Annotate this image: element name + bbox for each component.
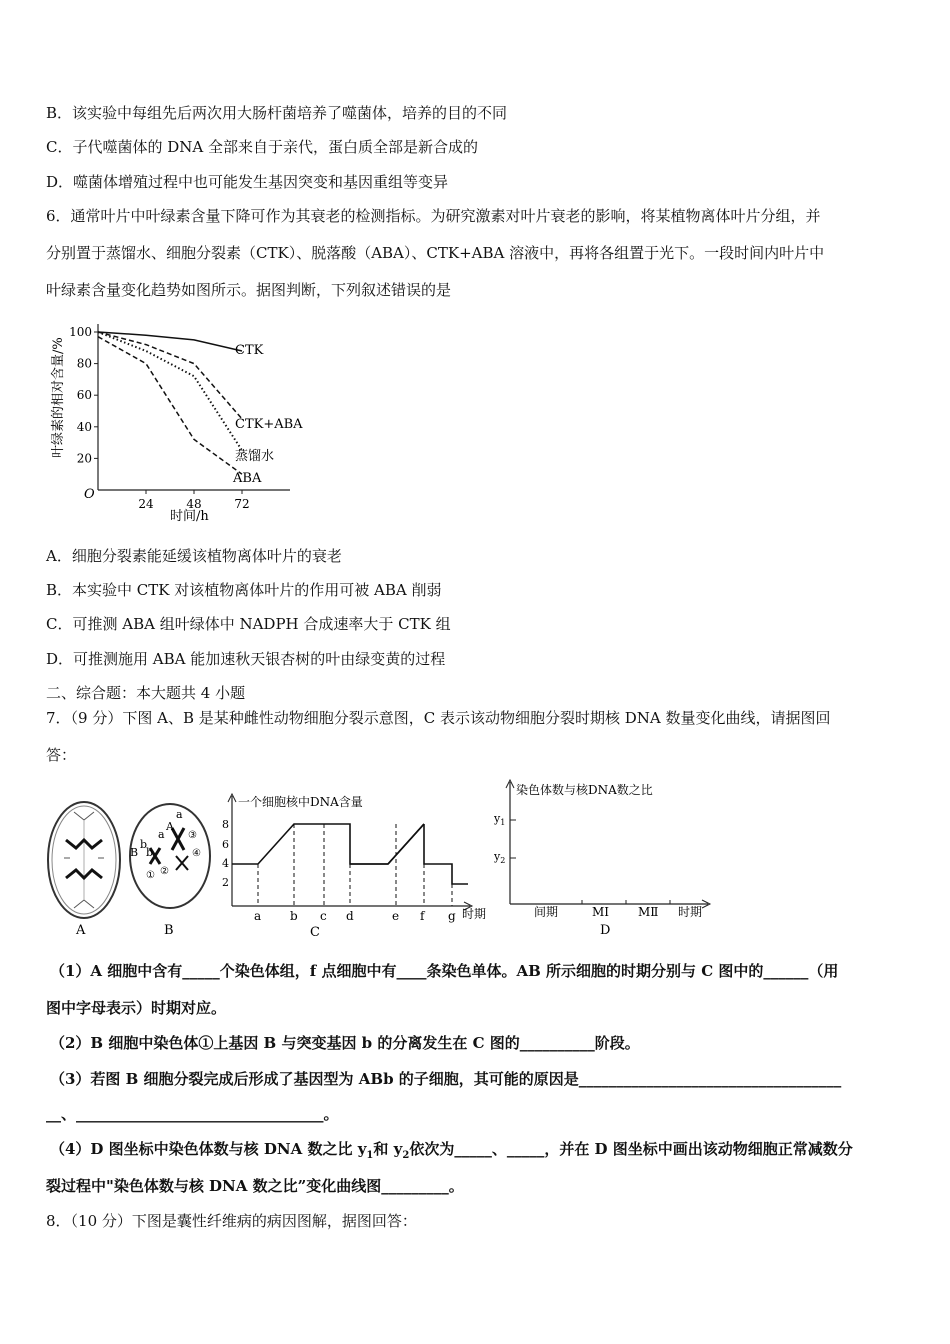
series-label-water: 蒸馏水 bbox=[235, 449, 275, 464]
series-label-aba: ABA bbox=[233, 471, 262, 486]
figure-c-xtick-f: f bbox=[420, 909, 425, 923]
figure-d-y2: $y_2$ bbox=[494, 850, 506, 865]
figure-c-ytick-4: 4 bbox=[222, 857, 229, 870]
q6-option-a: A．细胞分裂素能延缓该植物离体叶片的衰老 bbox=[46, 547, 342, 565]
series-line-3 bbox=[98, 332, 242, 451]
figure-d-xtick-interphase: 间期 bbox=[534, 905, 559, 919]
figure-c-ytick-2: 2 bbox=[222, 876, 229, 889]
figure-c-ytick-6: 6 bbox=[222, 838, 229, 851]
q7-sub2: （2）B 细胞中染色体①上基因 B 与突变基因 b 的分离发生在 C 图的__________阶段。 bbox=[50, 1034, 640, 1052]
chart-ytick-label: 60 bbox=[76, 388, 92, 403]
figure-c-dna-chart bbox=[218, 784, 498, 940]
gene-label-a1: A bbox=[166, 820, 174, 833]
q5-option-d: D．噬菌体增殖过程中也可能发生基因突变和基因重组等变异 bbox=[46, 173, 449, 191]
series-label-ctk: CTK bbox=[235, 343, 264, 358]
q6-option-d: D．可推测施用 ABA 能加速秋天银杏树的叶由绿变黄的过程 bbox=[46, 650, 446, 668]
q7-sub3-cont: __、_________________________________。 bbox=[46, 1105, 339, 1123]
series-line-4 bbox=[98, 337, 242, 475]
chromosome-2-label: ② bbox=[160, 866, 169, 877]
series-line-2 bbox=[98, 332, 242, 419]
figure-c-xtick-g: g bbox=[448, 909, 456, 923]
gene-label-b2: b bbox=[140, 838, 148, 851]
figure-c-xtick-a: a bbox=[254, 909, 262, 923]
q7-stem-line1: 7．（9 分）下图 A、B 是某种雌性动物细胞分裂示意图，C 表示该动物细胞分裂时期核 DNA 数量变化曲线，请据图回 bbox=[46, 709, 831, 727]
q8-stem: 8．（10 分）下图是囊性纤维病的病因图解，据图回答： bbox=[46, 1212, 417, 1230]
figure-c-xtick-d: d bbox=[346, 909, 354, 923]
chart-xlabel: 时间/h bbox=[170, 509, 209, 524]
chart-xtick-label: 48 bbox=[186, 497, 202, 511]
chart-xtick-label: 72 bbox=[234, 497, 250, 511]
q7-sub1: （1）A 细胞中含有_____个染色体组，f 点细胞中有____条染色单体。AB 所示细胞的时期分别与 C 图中的______（用 bbox=[50, 962, 839, 980]
figure-d-label: D bbox=[600, 923, 611, 938]
q6-stem-line3: 叶绿素含量变化趋势如图所示。据图判断，下列叙述错误的是 bbox=[46, 281, 452, 299]
chart-ytick-label: 100 bbox=[69, 325, 92, 339]
figure-b-label: B bbox=[164, 923, 174, 938]
q7-stem-line2: 答： bbox=[46, 746, 77, 764]
q6-stem-line1: 6．通常叶片中叶绿素含量下降可作为其衰老的检测指标。为研究激素对叶片衰老的影响，将某植物离体叶片分组，并 bbox=[46, 207, 821, 225]
q7-sub4-cont: 裂过程中"染色体数与核 DNA 数之比”变化曲线图_________。 bbox=[46, 1177, 464, 1195]
section2-title: 二、综合题：本大题共 4 小题 bbox=[46, 684, 246, 702]
figure-d-xtick-m2: MⅡ bbox=[638, 905, 659, 919]
figure-d-xaxis-label: 时期 bbox=[678, 905, 703, 919]
q5-option-b: B．该实验中每组先后两次用大肠杆菌培养了噬菌体，培养的目的不同 bbox=[46, 104, 508, 122]
chromosome-1-label: ① bbox=[146, 870, 155, 881]
figure-a-label: A bbox=[76, 923, 86, 938]
figure-c-xaxis-label: 时期 bbox=[462, 907, 487, 921]
figure-c-xtick-b: b bbox=[290, 909, 298, 923]
chart-xtick-label: 24 bbox=[138, 497, 154, 511]
figure-d-ratio-chart bbox=[494, 772, 718, 940]
chart-origin-label: O bbox=[84, 487, 95, 502]
chromosome-3-label: ③ bbox=[188, 830, 197, 841]
gene-label-a2: a bbox=[176, 808, 183, 821]
figure-d-xtick-m1: MⅠ bbox=[592, 905, 610, 919]
chart-ylabel: 叶绿素的相对含量/% bbox=[51, 337, 66, 458]
chart-ytick-label: 40 bbox=[76, 419, 92, 434]
figure-a-cell bbox=[44, 798, 124, 938]
q7-sub3: （3）若图 B 细胞分裂完成后形成了基因型为 ABb 的子细胞，其可能的原因是___________________________________ bbox=[50, 1070, 842, 1088]
figure-d-title: 染色体数与核DNA数之比 bbox=[516, 783, 653, 797]
q6-option-c: C．可推测 ABA 组叶绿体中 NADPH 合成速率大于 CTK 组 bbox=[46, 615, 451, 633]
figure-d-y1: $y_1$ bbox=[494, 812, 506, 827]
chart-ytick-label: 20 bbox=[76, 451, 92, 466]
figure-c-ytick-8: 8 bbox=[222, 818, 229, 831]
chlorophyll-chart bbox=[46, 312, 326, 530]
q7-sub4: （4）D 图坐标中染色体数与核 DNA 数之比 $y_1$和 $y_2$依次为_____、_____，并在 D 图坐标中画出该动物细胞正常减数分 bbox=[50, 1140, 853, 1161]
figure-c-xtick-c: c bbox=[320, 909, 327, 923]
q5-option-c: C．子代噬菌体的 DNA 全部来自于亲代，蛋白质全部是新合成的 bbox=[46, 138, 478, 156]
gene-label-b1: B bbox=[130, 846, 139, 859]
figure-c-label: C bbox=[310, 925, 320, 940]
figure-c-title: 一个细胞核中DNA含量 bbox=[238, 795, 363, 809]
figure-c-xtick-e: e bbox=[392, 909, 400, 923]
gene-label-a3: a bbox=[158, 828, 165, 841]
q6-option-b: B．本实验中 CTK 对该植物离体叶片的作用可被 ABA 削弱 bbox=[46, 581, 442, 599]
q6-stem-line2: 分别置于蒸馏水、细胞分裂素（CTK）、脱落酸（ABA）、CTK+ABA 溶液中，再将各组置于光下。一段时间内叶片中 bbox=[46, 244, 825, 262]
series-label-ctk-aba: CTK+ABA bbox=[235, 417, 303, 432]
gene-label-b3: b bbox=[146, 846, 154, 859]
chart-ytick-label: 80 bbox=[76, 356, 92, 371]
figure-b-cell bbox=[126, 798, 216, 938]
chromosome-4-label: ④ bbox=[192, 848, 201, 859]
q7-sub1-cont: 图中字母表示）时期对应。 bbox=[46, 999, 227, 1017]
